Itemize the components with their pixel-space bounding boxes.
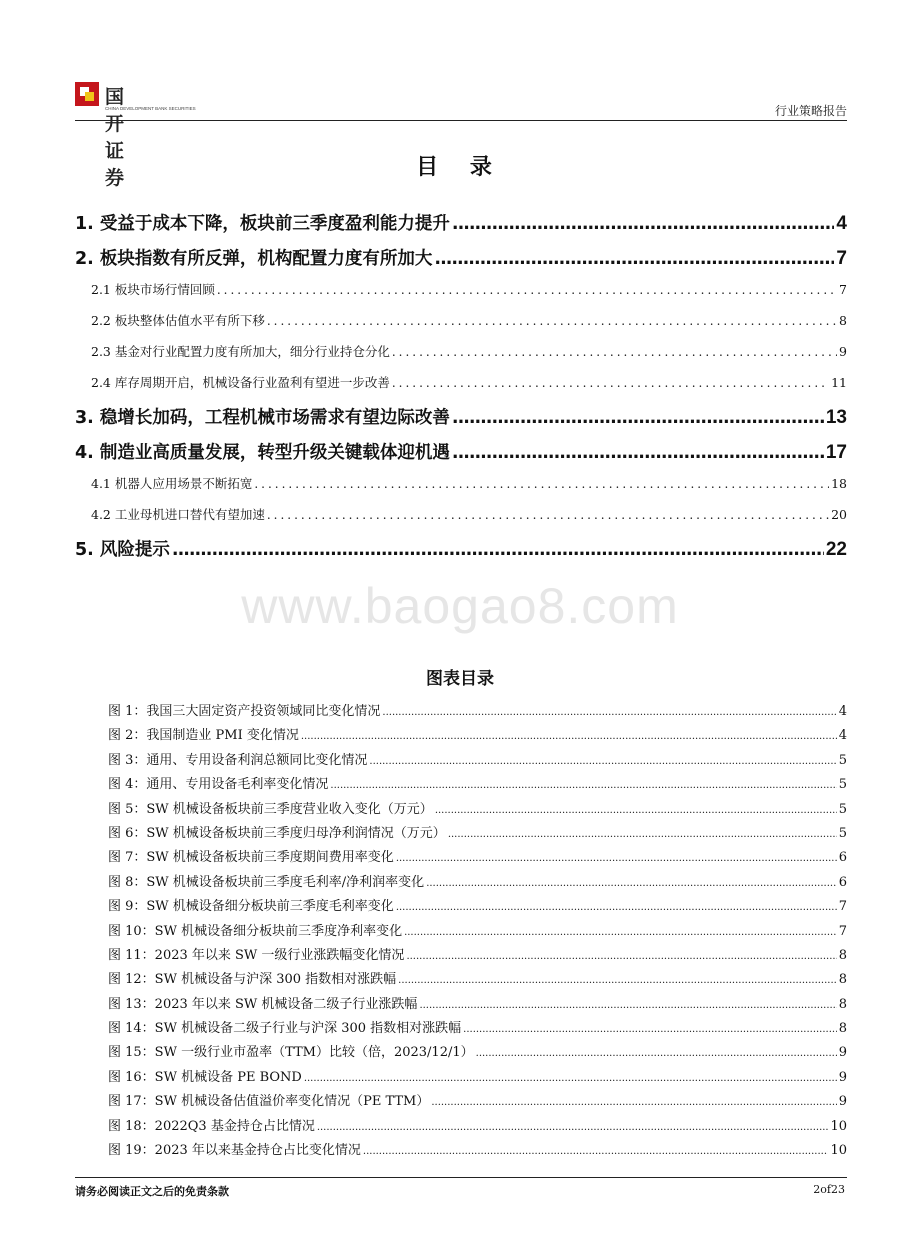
figure-entry[interactable]: [108, 822, 847, 846]
figure-entry-page: 8: [838, 947, 847, 963]
toc-entry-label: 5. 风险提示: [75, 540, 170, 560]
toc-entry-page: 8: [839, 313, 847, 328]
toc-entry-page: 18: [831, 476, 847, 491]
toc-entry-page: 11: [831, 375, 847, 390]
page-footer: [75, 1177, 847, 1198]
figure-entry-label: 图 4：通用、专用设备毛利率变化情况: [108, 777, 329, 793]
toc-subentry[interactable]: [75, 373, 847, 404]
dot-leader: [431, 1097, 836, 1108]
dot-leader: [426, 878, 837, 889]
dot-leader: [398, 975, 837, 986]
toc-entry[interactable]: [75, 210, 847, 245]
figure-entry-label: 图 12：SW 机械设备与沪深 300 指数相对涨跌幅: [108, 972, 397, 988]
figure-entry-page: 10: [830, 1143, 847, 1159]
toc-subentry[interactable]: [75, 505, 847, 536]
figure-entry-label: 图 13：2023 年以来 SW 机械设备二级子行业涨跌幅: [108, 996, 418, 1012]
page-indicator: 2of23: [813, 1183, 845, 1196]
dot-leader: [452, 214, 835, 234]
toc-subentry[interactable]: [75, 311, 847, 342]
toc-entry-page: 22: [825, 539, 847, 560]
figure-entry[interactable]: [108, 773, 847, 797]
toc-subentry[interactable]: [75, 342, 847, 373]
toc-entry-label: 2.1 板块市场行情回顾: [91, 282, 215, 297]
figure-entry-page: 4: [838, 704, 847, 719]
toc-subentry[interactable]: [75, 280, 847, 311]
toc-entry-label: 4. 制造业高质量发展，转型升级关键载体迎机遇: [75, 443, 450, 463]
figure-entry-page: 5: [838, 752, 847, 768]
toc-entry[interactable]: [75, 536, 847, 571]
toc-entry-page: 13: [825, 407, 847, 428]
figure-entry[interactable]: [108, 1139, 847, 1163]
dot-leader: [363, 1146, 829, 1157]
figure-entry-label: 图 1：我国三大固定资产投资领域同比变化情况: [108, 704, 381, 719]
figure-entry-page: 6: [838, 850, 847, 866]
toc-entry-page: 20: [831, 507, 847, 522]
figure-entry-page: 7: [838, 923, 847, 939]
figure-entry[interactable]: [108, 1066, 847, 1090]
dot-leader: [330, 780, 836, 791]
figure-entry[interactable]: [108, 700, 847, 724]
dot-leader: [382, 707, 836, 718]
figure-list: [108, 700, 847, 1163]
disclaimer-note: 请务必阅读正文之后的免责条款: [75, 1185, 229, 1198]
toc-entry-label: 2.2 板块整体估值水平有所下移: [91, 313, 265, 328]
figure-entry-page: 4: [838, 728, 847, 744]
dot-leader: [392, 345, 837, 359]
dot-leader: [419, 1000, 836, 1011]
figure-entry-label: 图 2：我国制造业 PMI 变化情况: [108, 728, 299, 744]
toc-entry-label: 4.2 工业母机进口替代有望加速: [91, 507, 265, 522]
figure-entry-page: 5: [838, 825, 847, 841]
figure-entry[interactable]: [108, 1017, 847, 1041]
figure-entry-page: 10: [830, 1118, 847, 1134]
figure-entry[interactable]: [108, 920, 847, 944]
dot-leader: [452, 408, 824, 428]
toc-entry-page: 4: [836, 213, 847, 234]
toc-entry-label: 4.1 机器人应用场景不断拓宽: [91, 476, 253, 491]
dot-leader: [434, 249, 834, 269]
figure-entry[interactable]: [108, 1090, 847, 1114]
toc-subentry[interactable]: [75, 474, 847, 505]
figure-entry-label: 图 14：SW 机械设备二级子行业与沪深 300 指数相对涨跌幅: [108, 1021, 462, 1037]
figure-entry-label: 图 11：2023 年以来 SW 一级行业涨跌幅变化情况: [108, 947, 405, 963]
watermark: www.baogao8.com: [241, 578, 679, 634]
logo-mark-icon: [75, 82, 99, 106]
figure-entry-label: 图 19：2023 年以来基金持仓占比变化情况: [108, 1143, 361, 1159]
toc-entry[interactable]: [75, 404, 847, 439]
figure-entry-page: 9: [838, 1069, 847, 1085]
toc-entry-page: 7: [839, 282, 847, 297]
dot-leader: [267, 314, 837, 328]
figure-entry-page: 8: [838, 1021, 847, 1037]
toc-entry-label: 2.3 基金对行业配置力度有所加大，细分行业持仓分化: [91, 344, 390, 359]
toc-entry-page: 9: [839, 344, 847, 359]
toc-entry[interactable]: [75, 439, 847, 474]
figure-entry[interactable]: [108, 724, 847, 748]
dot-leader: [452, 443, 824, 463]
dot-leader: [317, 1122, 829, 1133]
figure-entry-label: 图 7：SW 机械设备板块前三季度期间费用率变化: [108, 850, 394, 866]
dot-leader: [396, 853, 837, 864]
figure-entry-label: 图 9：SW 机械设备细分板块前三季度毛利率变化: [108, 899, 394, 915]
table-of-contents: [75, 210, 847, 571]
toc-entry-label: 2.4 库存周期开启，机械设备行业盈利有望进一步改善: [91, 375, 390, 390]
toc-entry-page: 7: [836, 248, 847, 269]
figure-entry-page: 5: [838, 801, 847, 817]
dot-leader: [463, 1024, 837, 1035]
figure-entry-label: 图 10：SW 机械设备细分板块前三季度净利率变化: [108, 923, 403, 939]
figure-entry-label: 图 6：SW 机械设备板块前三季度归母净利润情况（万元）: [108, 825, 446, 841]
figure-entry-label: 图 18：2022Q3 基金持仓占比情况: [108, 1118, 315, 1134]
dot-leader: [406, 951, 836, 962]
toc-entry-label: 1. 受益于成本下降，板块前三季度盈利能力提升: [75, 214, 450, 234]
figure-entry-page: 7: [838, 899, 847, 915]
figure-entry[interactable]: [108, 1041, 847, 1065]
dot-leader: [301, 731, 837, 742]
dot-leader: [172, 540, 824, 560]
dot-leader: [369, 756, 836, 767]
dot-leader: [396, 902, 837, 913]
figure-entry[interactable]: [108, 846, 847, 870]
figure-entry[interactable]: [108, 993, 847, 1017]
figure-entry[interactable]: [108, 1115, 847, 1139]
toc-entry-page: 17: [825, 442, 847, 463]
dot-leader: [267, 508, 829, 522]
dot-leader: [254, 477, 829, 491]
figure-entry-page: 9: [838, 1094, 847, 1110]
figure-entry[interactable]: [108, 798, 847, 822]
figure-entry[interactable]: [108, 895, 847, 919]
dot-leader: [404, 927, 837, 938]
figure-entry-label: 图 8：SW 机械设备板块前三季度毛利率/净利润率变化: [108, 874, 425, 890]
figure-entry-label: 图 3：通用、专用设备利润总额同比变化情况: [108, 752, 368, 768]
figure-entry-page: 8: [838, 996, 847, 1012]
figure-entry[interactable]: [108, 871, 847, 895]
figures-title: 图表目录: [426, 669, 494, 689]
figure-entry-page: 9: [838, 1045, 847, 1061]
dot-leader: [392, 376, 829, 390]
toc-entry-label: 2. 板块指数有所反弹，机构配置力度有所加大: [75, 249, 433, 269]
logo-name: 国开证券: [105, 86, 126, 189]
dot-leader: [448, 829, 837, 840]
dot-leader: [304, 1073, 837, 1084]
report-type: 行业策略报告: [774, 104, 847, 118]
toc-title: 目 录: [416, 154, 504, 180]
figure-entry[interactable]: [108, 749, 847, 773]
figure-entry-label: 图 5：SW 机械设备板块前三季度营业收入变化（万元）: [108, 801, 433, 817]
dot-leader: [476, 1048, 837, 1059]
figure-entry-page: 5: [838, 777, 847, 793]
figure-entry-page: 6: [838, 874, 847, 890]
dot-leader: [435, 805, 837, 816]
logo-subtitle: CHINA DEVELOPMENT BANK SECURITIES: [105, 106, 196, 111]
figure-entry-label: 图 16：SW 机械设备 PE BOND: [108, 1069, 302, 1085]
dot-leader: [217, 283, 837, 297]
toc-entry[interactable]: [75, 245, 847, 280]
figure-entry-page: 8: [838, 972, 847, 988]
toc-entry-label: 3. 稳增长加码，工程机械市场需求有望边际改善: [75, 408, 450, 428]
figure-entry-label: 图 17：SW 机械设备估值溢价率变化情况（PE TTM）: [108, 1094, 430, 1110]
figure-entry[interactable]: [108, 944, 847, 968]
figure-entry[interactable]: [108, 968, 847, 992]
figure-entry-label: 图 15：SW 一级行业市盈率（TTM）比较（倍，2023/12/1）: [108, 1045, 474, 1061]
